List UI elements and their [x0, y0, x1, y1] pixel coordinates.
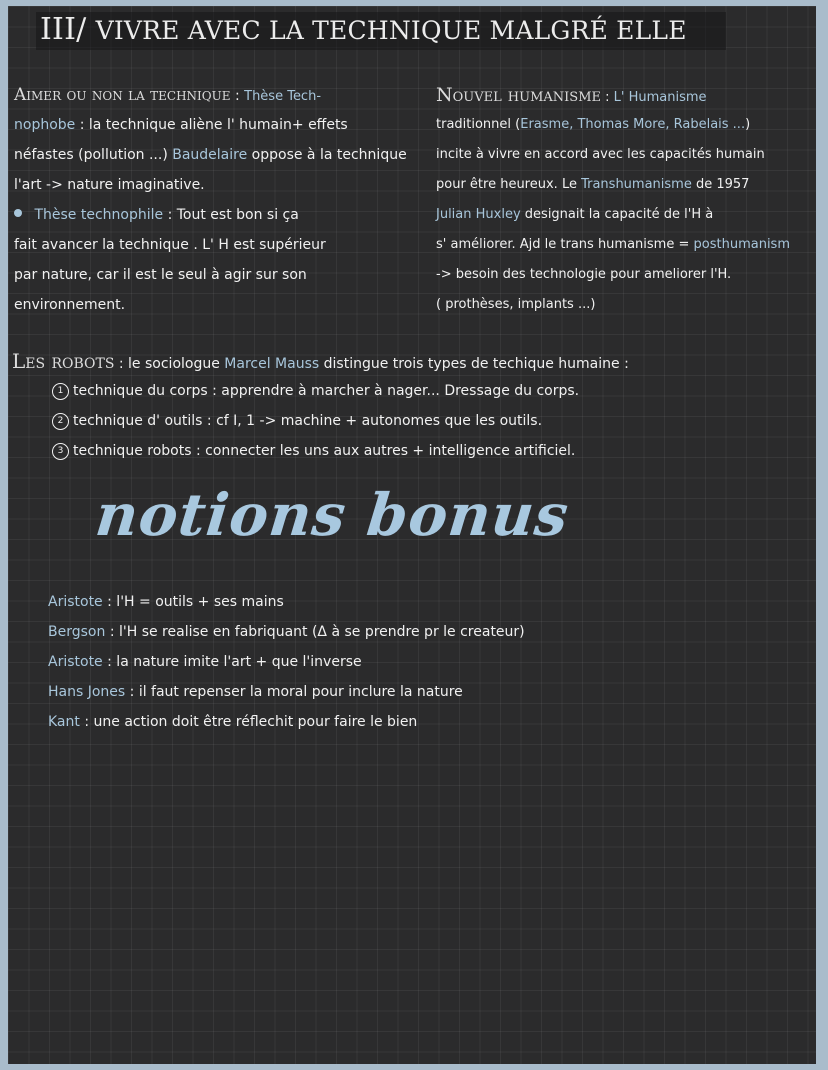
section-robots — [12, 346, 629, 376]
left-text-3: néfastes (pollution ...) — [14, 147, 168, 163]
number-circle-icon: 3 — [52, 443, 69, 460]
robots-intro-after: distingue trois types de techique humaine : — [323, 356, 629, 372]
label-technophobe: nophobe — [14, 117, 76, 133]
robots-item-text: : connecter les uns aux autres + intelligence artificiel. — [195, 443, 576, 459]
bullet-icon — [14, 209, 22, 217]
right-text-3: incite à vivre en accord avec les capacités humain — [436, 147, 765, 162]
bonus-item — [48, 617, 525, 647]
right-line-8 — [436, 290, 790, 320]
bonus-item — [48, 647, 525, 677]
robots-item-1 — [52, 376, 579, 406]
robots-item-text: : apprendre à marcher à nager... Dressage du corps. — [212, 383, 580, 399]
bonus-author: Aristote — [48, 594, 103, 610]
right-text-2: traditionnel ( — [436, 117, 521, 132]
heading-aimer-technique: Aimer ou non la technique — [14, 85, 231, 105]
robots-item-3 — [52, 436, 579, 466]
robots-item-label: technique d' outils — [73, 413, 203, 429]
bonus-item — [48, 707, 525, 737]
bonus-text: : l'H = outils + ses mains — [107, 594, 284, 610]
left-line-7 — [14, 260, 407, 290]
left-text-4: l'art -> nature imaginative. — [14, 177, 205, 193]
right-line-4 — [436, 170, 790, 200]
notes-page — [8, 6, 816, 1064]
section-technique — [14, 80, 407, 320]
left-text-5: : Tout est bon si ça — [167, 207, 299, 223]
left-line-6 — [14, 230, 407, 260]
section-humanisme — [436, 80, 790, 320]
bonus-item — [48, 677, 525, 707]
page-title — [40, 12, 687, 47]
left-text-7: par nature, car il est le seul à agir sur son — [14, 267, 307, 283]
left-text-3b: oppose à la technique — [251, 147, 407, 163]
title-text: VIVRE AVEC LA TECHNIQUE MALGRÉ ELLE — [95, 16, 687, 45]
right-line-3 — [436, 140, 790, 170]
left-line-2 — [14, 110, 407, 140]
name-baudelaire: Baudelaire — [172, 147, 248, 163]
name-marcel-mauss: Marcel Mauss — [224, 356, 320, 372]
right-line-5 — [436, 200, 790, 230]
left-line-5 — [14, 200, 407, 230]
label-these-techno: Thèse Tech- — [244, 89, 322, 104]
bonus-text: : l'H se realise en fabriquant (Δ à se prendre pr le createur) — [109, 624, 525, 640]
right-line-6 — [436, 230, 790, 260]
right-text-5: designait la capacité de l'H à — [524, 207, 714, 222]
robots-item-2 — [52, 406, 579, 436]
robots-item-label: technique robots — [73, 443, 192, 459]
number-circle-icon: 2 — [52, 413, 69, 430]
bonus-author: Aristote — [48, 654, 103, 670]
right-text-8: ( prothèses, implants ...) — [436, 297, 596, 312]
bonus-list — [48, 587, 525, 737]
names-humanists: Erasme, Thomas More, Rabelais ... — [520, 117, 746, 132]
bonus-item — [48, 587, 525, 617]
right-line-1: Nouvel humanisme : L' Humanisme — [436, 84, 707, 106]
bonus-text: : il faut repenser la moral pour inclure la nature — [129, 684, 463, 700]
robots-item-text: : cf I, 1 -> machine + autonomes que les outils. — [206, 413, 543, 429]
robots-intro-text: : le sociologue — [118, 356, 220, 372]
right-text-4b: de 1957 — [695, 177, 750, 192]
left-text-6: fait avancer la technique . L' H est supérieur — [14, 237, 326, 253]
left-line-1: Aimer ou non la technique : Thèse Tech- — [14, 85, 322, 105]
title-roman-numeral: III/ — [40, 12, 87, 47]
heading-les-robots: Les robots — [12, 349, 115, 373]
name-julian-huxley: Julian Huxley — [436, 207, 521, 222]
bonus-title: notions bonus — [92, 481, 573, 549]
term-transhumanisme: Transhumanisme — [581, 177, 692, 192]
bonus-text: : la nature imite l'art + que l'inverse — [107, 654, 362, 670]
robots-list — [52, 376, 579, 466]
bonus-author: Bergson — [48, 624, 106, 640]
left-text-8: environnement. — [14, 297, 126, 313]
right-text-4: pour être heureux. Le — [436, 177, 577, 192]
left-line-8 — [14, 290, 407, 320]
heading-nouvel-humanisme: Nouvel humanisme — [436, 84, 601, 106]
bonus-text: : une action doit être réflechit pour faire le bien — [84, 714, 418, 730]
right-line-2 — [436, 110, 790, 140]
right-text-2-close: ) — [745, 117, 751, 132]
label-humanisme: L' Humanisme — [613, 90, 707, 105]
left-line-4 — [14, 170, 407, 200]
right-text-7: -> besoin des technologie pour ameliorer l'H. — [436, 267, 732, 282]
number-circle-icon: 1 — [52, 383, 69, 400]
term-posthumanism: posthumanism — [693, 237, 790, 252]
left-text-2: : la technique aliène l' humain+ effets — [79, 117, 348, 133]
right-text-6: s' améliorer. Ajd le trans humanisme = — [436, 237, 690, 252]
bonus-author: Hans Jones — [48, 684, 126, 700]
bonus-author: Kant — [48, 714, 80, 730]
left-line-3 — [14, 140, 407, 170]
robots-item-label: technique du corps — [73, 383, 208, 399]
label-technophile: Thèse technophile — [34, 207, 164, 223]
right-line-7 — [436, 260, 790, 290]
robots-intro-line — [12, 346, 629, 376]
